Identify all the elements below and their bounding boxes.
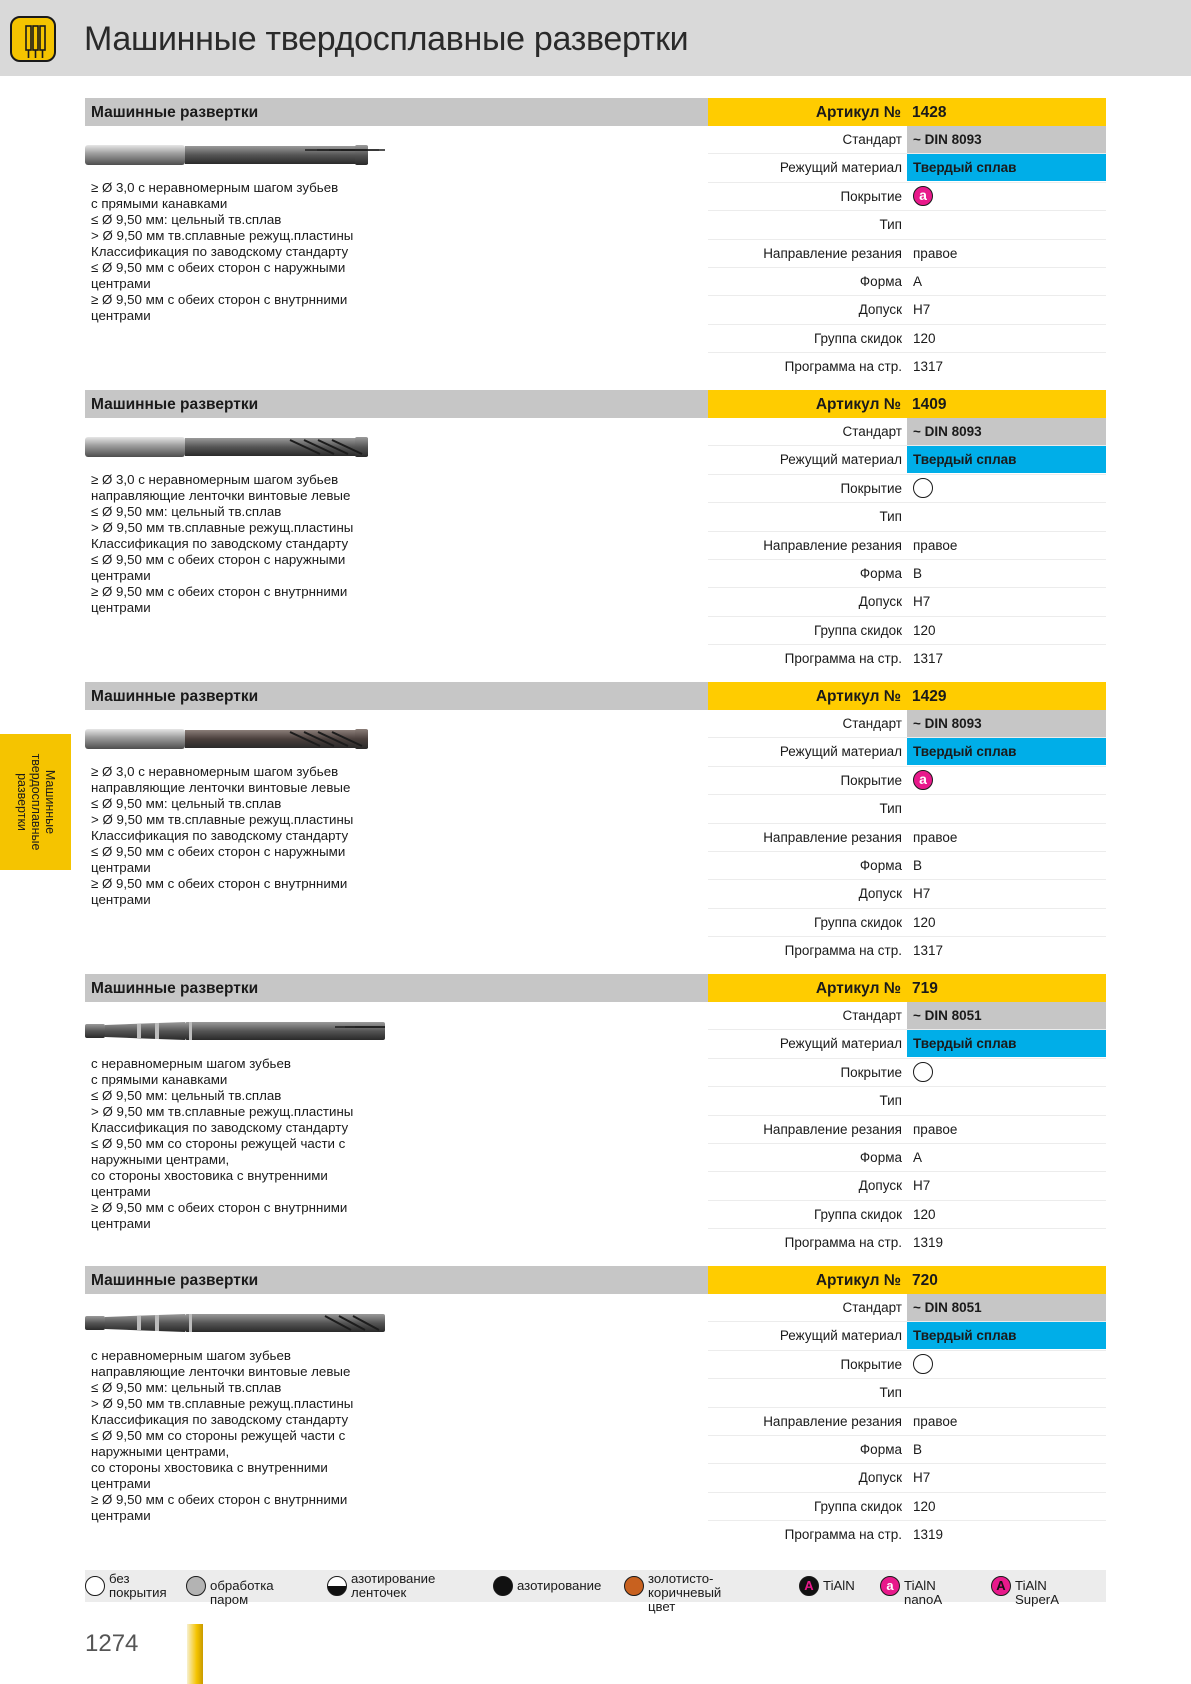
product-name: Машинные развертки [91,1272,259,1289]
property-row-program-page [708,1521,1106,1549]
reamer-logo-icon [10,16,56,62]
product-header [85,682,1106,710]
property-label: Направление резания [763,1413,902,1429]
property-row-program-page [708,1229,1106,1257]
nitriding-icon [493,1576,513,1596]
product-name: Машинные развертки [91,396,259,413]
property-row-tolerance [708,588,1106,616]
property-value: ~ DIN 8051 [907,1002,1106,1029]
property-row-type [708,1379,1106,1407]
property-row-standard [708,1294,1106,1322]
property-label: Направление резания [763,829,902,845]
property-label: Форма [859,857,902,873]
property-label: Стандарт [842,716,902,731]
property-label: Режущий материал [779,452,902,468]
property-label: Покрытие [840,772,902,788]
property-row-form [708,268,1106,296]
property-row-discount-group [708,1201,1106,1229]
property-label: Тип [879,1093,902,1109]
product-name-bar [85,1266,708,1294]
product-section [85,98,1106,390]
property-label: Допуск [858,594,902,610]
property-row-form [708,852,1106,880]
property-value [907,1087,1106,1114]
property-label: Направление резания [763,537,902,553]
product-description: с неравномерным шагом зубьев с прямыми канавками ≤ Ø 9,50 мм: цельный тв.сплав > Ø 9,50 мм тв.сплавные режущ.пластины Классификация по заводскому стандарту ≤ Ø 9,50 мм со стороны режущей части с наружными центрами, со стороны хвостовика с внутренними центрами ≥ Ø 9,50 мм с обеих сторон с внутрнними центрами [91,1056,354,1231]
article-bar [708,974,1106,1002]
page-header [0,0,1191,76]
property-label: Направление резания [763,1121,902,1137]
property-row-material [708,1322,1106,1350]
property-label: Группа скидок [813,622,902,638]
product-description: ≥ Ø 3,0 с неравномерным шагом зубьев направляющие ленточки винтовые левые ≤ Ø 9,50 мм: цельный тв.сплав > Ø 9,50 мм тв.сплавные режущ.пластины Классификация по заводскому стандарту ≤ Ø 9,50 мм с обеих сторон с наружными центрами ≥ Ø 9,50 мм с обеих сторон с внутрнними центрами [91,764,354,907]
property-label: Форма [859,273,902,289]
legend-label: TiAlN [823,1578,855,1593]
property-value: Твердый сплав [907,1322,1106,1349]
tialn-nanoa-icon: a [913,186,933,206]
tialn-supera-icon: A [991,1576,1011,1596]
property-label: Форма [859,565,902,581]
coating-legend [85,1570,1106,1614]
property-row-type [708,1087,1106,1115]
property-row-material [708,154,1106,182]
page-number: 1274 [85,1630,139,1657]
property-row-discount-group [708,617,1106,645]
product-section [85,682,1106,974]
product-description: ≥ Ø 3,0 с неравномерным шагом зубьев направляющие ленточки винтовые левые ≤ Ø 9,50 мм: цельный тв.сплав > Ø 9,50 мм тв.сплавные режущ.пластины Классификация по заводскому стандарту ≤ Ø 9,50 мм с обеих сторон с наружными центрами ≥ Ø 9,50 мм с обеих сторон с внутрнними центрами [91,472,354,615]
property-row-standard [708,1002,1106,1030]
property-value [907,1379,1106,1406]
no-coating-icon [85,1576,105,1596]
property-row-standard [708,710,1106,738]
property-row-discount-group [708,325,1106,353]
property-label: Стандарт [842,424,902,439]
property-label: Стандарт [842,132,902,147]
property-value: B [913,1441,923,1457]
article-label: Артикул № [815,688,901,705]
property-label: Тип [879,1385,902,1401]
property-row-direction [708,1116,1106,1144]
property-row-discount-group [708,1493,1106,1521]
property-value: 120 [913,622,936,638]
property-value: 1319 [913,1235,944,1251]
legend-label: обработка паром [210,1578,274,1607]
product-section [85,974,1106,1266]
property-label: Программа на стр. [784,1235,902,1251]
property-row-tolerance [708,1172,1106,1200]
gold-brown-icon [624,1576,644,1596]
property-label: Форма [859,1441,902,1457]
article-number[interactable]: 1429 [912,688,947,705]
property-value: 1319 [913,1527,944,1543]
article-label: Артикул № [815,396,901,413]
product-header [85,98,1106,126]
legend-label: азотирование [517,1578,602,1593]
article-number[interactable]: 719 [912,980,938,997]
property-table [708,126,1106,382]
property-row-form [708,560,1106,588]
page-title: Машинные твердосплавные развертки [84,20,689,58]
article-label: Артикул № [815,104,901,121]
reamer-helical-coated-icon [85,726,385,752]
property-row-coating [708,1351,1106,1379]
property-value: 1317 [913,359,944,375]
legend-label: TiAlN nanoA [904,1578,943,1607]
property-label: Направление резания [763,245,902,261]
steam-treatment-icon [186,1576,206,1596]
product-name-bar [85,98,708,126]
property-value: B [913,565,923,581]
property-table [708,1002,1106,1258]
property-row-direction [708,824,1106,852]
property-row-coating [708,767,1106,795]
property-value: ~ DIN 8093 [907,126,1106,153]
property-value [907,503,1106,530]
article-number[interactable]: 1409 [912,396,947,413]
product-name-bar [85,390,708,418]
property-label: Режущий материал [779,1328,902,1344]
property-row-tolerance [708,296,1106,324]
property-row-discount-group [708,909,1106,937]
property-value: Твердый сплав [907,446,1106,473]
tool-image [85,142,385,173]
property-row-direction [708,1408,1106,1436]
property-row-direction [708,240,1106,268]
article-bar [708,98,1106,126]
property-label: Допуск [858,1470,902,1486]
property-row-coating [708,183,1106,211]
legend-label: азотирование ленточек [351,1571,436,1600]
legend-label: TiAlN SuperA [1015,1578,1059,1607]
property-label: Группа скидок [813,330,902,346]
reamer-morse-taper-straight-icon [85,1018,385,1044]
article-bar [708,390,1106,418]
property-label: Группа скидок [813,914,902,930]
property-table [708,418,1106,674]
property-label: Допуск [858,886,902,902]
property-row-type [708,503,1106,531]
article-label: Артикул № [815,980,901,997]
legend-label: золотисто-коричневый цвет [648,1571,722,1614]
property-label: Программа на стр. [784,943,902,959]
property-row-program-page [708,937,1106,965]
property-value: ~ DIN 8093 [907,418,1106,445]
product-name: Машинные развертки [91,688,259,705]
reamer-straight-cylindrical-icon [85,142,385,168]
property-row-type [708,211,1106,239]
reamer-morse-taper-helical-icon [85,1310,385,1336]
property-row-tolerance [708,1464,1106,1492]
property-row-program-page [708,645,1106,673]
property-value: H7 [913,886,931,902]
article-bar [708,682,1106,710]
property-label: Режущий материал [779,160,902,176]
tialn-nanoa-icon: a [913,770,933,790]
property-row-direction [708,532,1106,560]
property-row-form [708,1436,1106,1464]
property-label: Стандарт [842,1300,902,1315]
article-bar [708,1266,1106,1294]
property-value: Твердый сплав [907,738,1106,765]
property-value: H7 [913,1470,931,1486]
property-value: 1317 [913,943,944,959]
property-row-material [708,446,1106,474]
tool-image [85,1018,385,1049]
tialn-icon: A [799,1576,819,1596]
page-marker-bar [187,1624,203,1684]
property-value: A [913,273,923,289]
property-label: Режущий материал [779,1036,902,1052]
property-value: B [913,857,923,873]
product-header [85,390,1106,418]
tool-image [85,1310,385,1341]
property-label: Группа скидок [813,1206,902,1222]
property-table [708,710,1106,966]
property-value [907,211,1106,238]
property-row-material [708,738,1106,766]
property-value: 120 [913,914,936,930]
property-row-standard [708,126,1106,154]
product-name-bar [85,974,708,1002]
property-value: H7 [913,594,931,610]
property-row-tolerance [708,880,1106,908]
land-nitriding-icon [327,1576,347,1596]
side-tab-label: Машинные твердосплавные развертки [14,753,57,851]
tialn-nanoa-icon: a [880,1576,900,1596]
property-value: A [913,1149,923,1165]
property-value: правое [913,829,958,845]
tool-image [85,434,385,465]
property-row-coating [708,475,1106,503]
property-label: Тип [879,801,902,817]
legend-label: без покрытия [109,1571,167,1600]
property-value: 120 [913,1206,936,1222]
property-label: Программа на стр. [784,651,902,667]
property-label: Допуск [858,302,902,318]
reamer-helical-cylindrical-icon [85,434,385,460]
property-label: Программа на стр. [784,359,902,375]
property-value: правое [913,245,958,261]
product-section [85,390,1106,682]
property-row-standard [708,418,1106,446]
property-label: Покрытие [840,1356,902,1372]
product-name-bar [85,682,708,710]
article-number[interactable]: 1428 [912,104,947,121]
no-coating-icon [913,478,933,498]
property-value: Твердый сплав [907,1030,1106,1057]
property-value: H7 [913,302,931,318]
product-description: с неравномерным шагом зубьев направляющие ленточки винтовые левые ≤ Ø 9,50 мм: цельный тв.сплав > Ø 9,50 мм тв.сплавные режущ.пластины Классификация по заводскому стандарту ≤ Ø 9,50 мм со стороны режущей части с наружными центрами, со стороны хвостовика с внутренними центрами ≥ Ø 9,50 мм с обеих сторон с внутрнними центрами [91,1348,354,1523]
article-number[interactable]: 720 [912,1272,938,1289]
property-row-program-page [708,353,1106,381]
product-description: ≥ Ø 3,0 с неравномерным шагом зубьев с прямыми канавками ≤ Ø 9,50 мм: цельный тв.сплав > Ø 9,50 мм тв.сплавные режущ.пластины Классификация по заводскому стандарту ≤ Ø 9,50 мм с обеих сторон с наружными центрами ≥ Ø 9,50 мм с обеих сторон с внутрнними центрами [91,180,354,323]
property-label: Покрытие [840,1064,902,1080]
property-label: Режущий материал [779,744,902,760]
property-label: Тип [879,217,902,233]
property-label: Стандарт [842,1008,902,1023]
property-value: правое [913,537,958,553]
product-name: Машинные развертки [91,980,259,997]
property-label: Допуск [858,1178,902,1194]
property-label: Тип [879,509,902,525]
product-header [85,974,1106,1002]
property-value [907,795,1106,822]
product-name: Машинные развертки [91,104,259,121]
property-value: H7 [913,1178,931,1194]
no-coating-icon [913,1062,933,1082]
property-row-type [708,795,1106,823]
property-value: 1317 [913,651,944,667]
product-header [85,1266,1106,1294]
property-table [708,1294,1106,1550]
property-label: Программа на стр. [784,1527,902,1543]
side-tab[interactable] [0,734,71,870]
property-row-coating [708,1059,1106,1087]
property-value: Твердый сплав [907,154,1106,181]
property-row-form [708,1144,1106,1172]
no-coating-icon [913,1354,933,1374]
tool-image [85,726,385,757]
property-value: правое [913,1121,958,1137]
product-section [85,1266,1106,1558]
property-label: Покрытие [840,480,902,496]
property-value: правое [913,1413,958,1429]
property-value: 120 [913,330,936,346]
property-label: Группа скидок [813,1498,902,1514]
article-label: Артикул № [815,1272,901,1289]
property-value: ~ DIN 8051 [907,1294,1106,1321]
property-row-material [708,1030,1106,1058]
property-value: 120 [913,1498,936,1514]
property-value: ~ DIN 8093 [907,710,1106,737]
property-label: Покрытие [840,188,902,204]
property-label: Форма [859,1149,902,1165]
